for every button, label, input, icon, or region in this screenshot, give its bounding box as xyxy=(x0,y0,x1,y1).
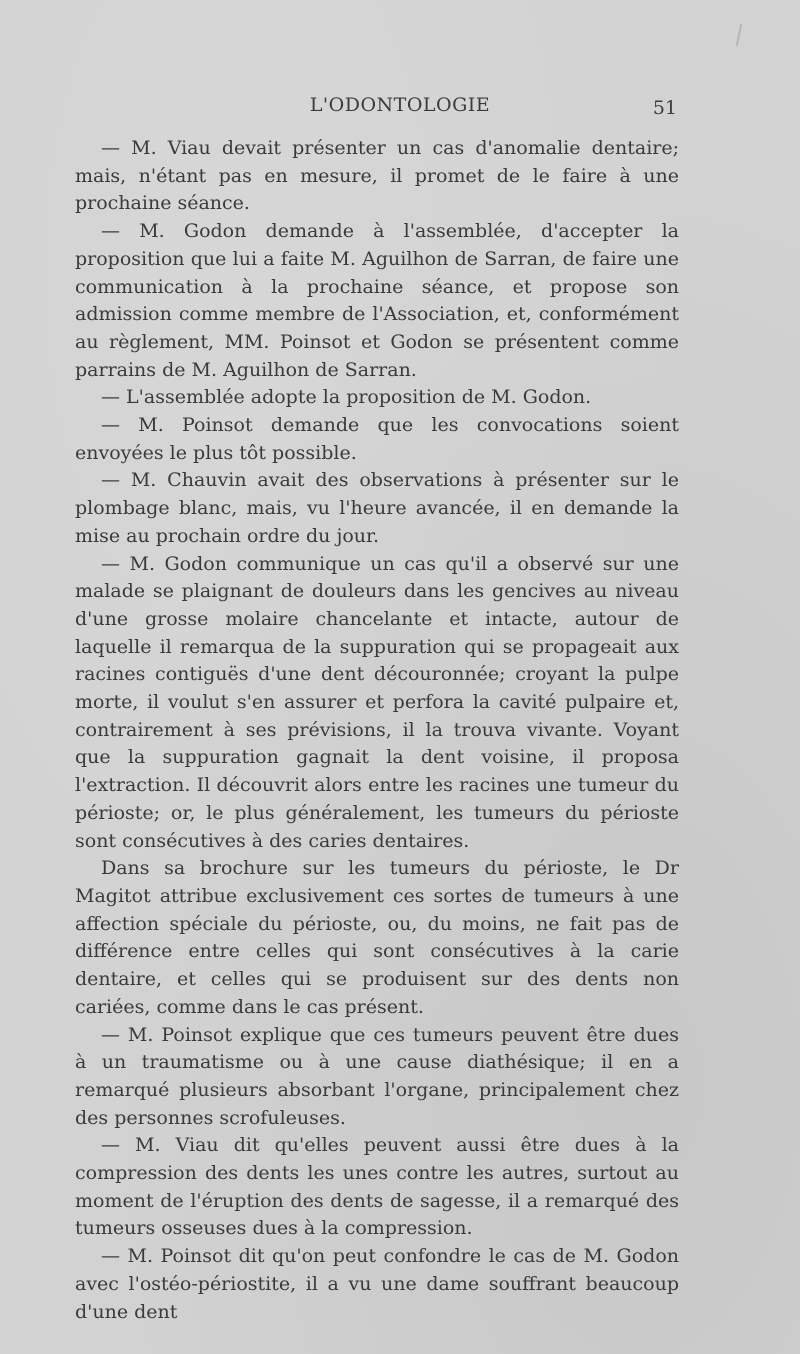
paragraph-chauvin-plombage: — M. Chauvin avait des observations à présenter sur le plombage blanc, mais, vu l'heure avancée, il en demande la mise au prochain ordre du jour. xyxy=(75,469,679,547)
body-text xyxy=(75,135,679,1326)
paragraph-godon-proposal: — M. Godon demande à l'assemblée, d'accepter la proposition que lui a faite M. Aguilhon de Sarran, de faire une communication à la prochaine séance, et propose son admission comme membre de l'Association, et, conformément au règlement, MM. Poinsot et Godon se présentent comme parrains de M. Aguilhon de Sarran. xyxy=(75,220,679,381)
paragraph-poinsot-osteo: — M. Poinsot dit qu'on peut confondre le cas de M. Godon avec l'ostéo-périostite, il a vu une dame souffrant beaucoup d'une dent xyxy=(75,1245,679,1323)
journal-title: L'ODONTOLOGIE xyxy=(309,94,491,116)
paragraph-poinsot-convocations: — M. Poinsot demande que les convocations soient envoyées le plus tôt possible. xyxy=(75,414,679,464)
paragraph-poinsot-explains: — M. Poinsot explique que ces tumeurs peuvent être dues à un traumatisme ou à une cause diathésique; il en a remarqué plusieurs absorbant l'organe, principalement chez des personnes scrofuleuses. xyxy=(75,1023,679,1129)
page-number: 51 xyxy=(652,97,677,119)
paragraph-magitot-brochure: Dans sa brochure sur les tumeurs du périoste, le Dr Magitot attribue exclusivement ces sortes de tumeurs à une affection spéciale du périoste, ou, du moins, ne fait pas de différence entre celles qui sont consécutives à la carie dentaire, et celles qui se produisent sur des dents non cariées, comme dans le cas présent. xyxy=(75,857,679,1018)
paragraph-godon-case: — M. Godon communique un cas qu'il a observé sur une malade se plaignant de douleurs dans les gencives au niveau d'une grosse molaire chancelante et intacte, autour de laquelle il remarqua de la suppuration qui se propageait aux racines contiguës d'une dent découronnée; croyant la pulpe morte, il voulut s'en assurer et perfora la cavité pulpaire et, contrairement à ses prévisions, il la trouva vivante. Voyant que la suppuration gagnait la dent voisine, il proposa l'extraction. Il découvrit alors entre les racines une tumeur du périoste; or, le plus généralement, les tumeurs du périoste sont consécutives à des caries dentaires. xyxy=(75,552,679,852)
running-header xyxy=(0,94,800,124)
paragraph-assembly-adopts: — L'assemblée adopte la proposition de M. Godon. xyxy=(101,386,592,409)
paragraph-viau-anomaly: — M. Viau devait présenter un cas d'anomalie dentaire; mais, n'étant pas en mesure, il promet de le faire à une prochaine séance. xyxy=(75,137,679,215)
paragraph-viau-compression: — M. Viau dit qu'elles peuvent aussi être dues à la compression des dents les unes contre les autres, surtout au moment de l'éruption des dents de sagesse, il a remarqué des tumeurs osseuses dues à la compression. xyxy=(75,1134,679,1240)
paper-blemish xyxy=(736,24,743,46)
